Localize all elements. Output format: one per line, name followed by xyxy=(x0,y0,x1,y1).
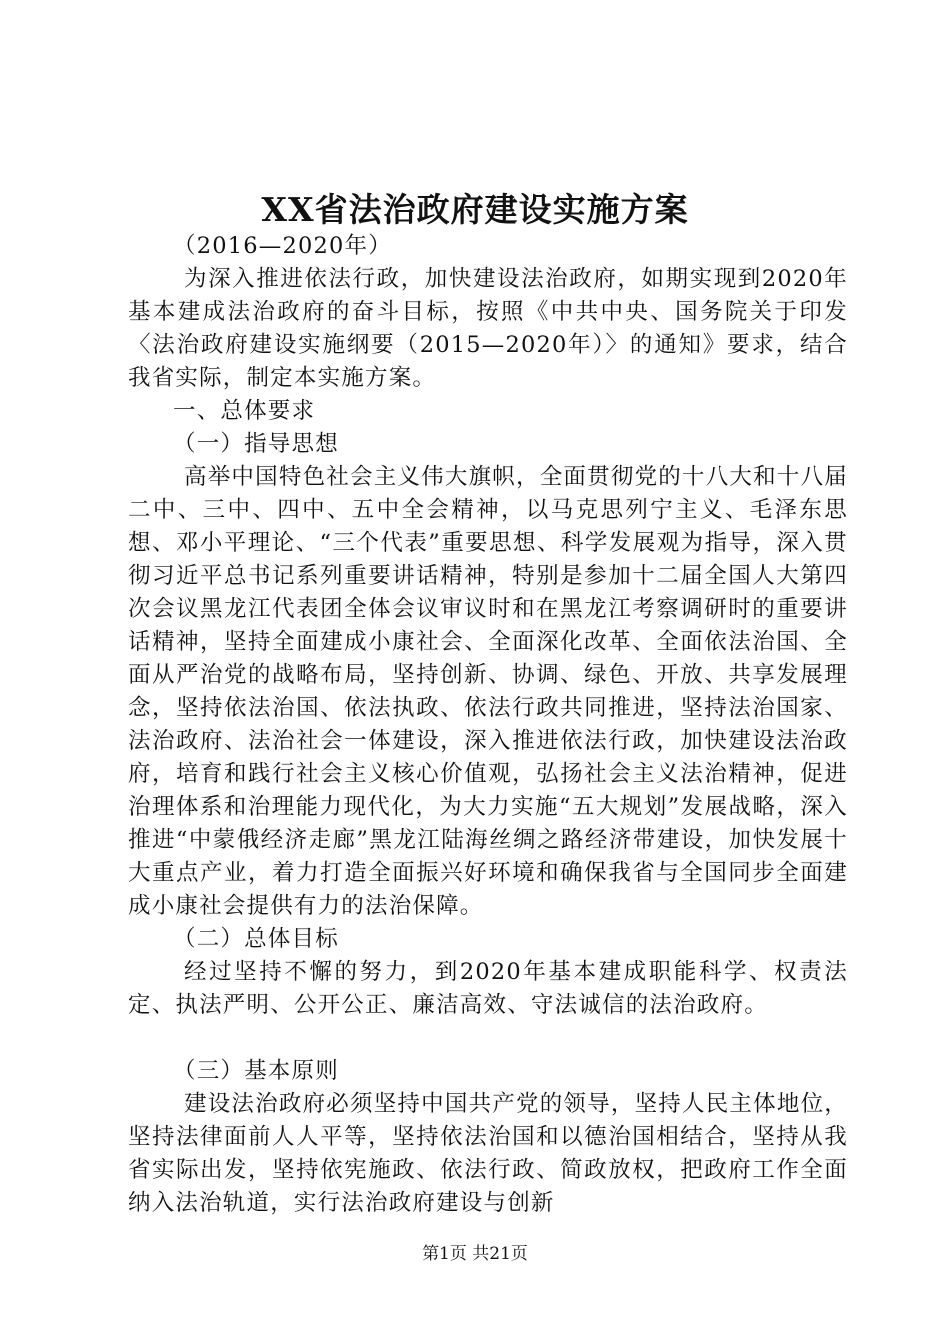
intro-paragraph: 为深入推进依法行政，加快建设法治政府，如期实现到2020年基本建成法治政府的奋斗目标，按照《中共中央、国务院关于印发〈法治政府建设实施纲要（2015—2020年）〉的通知》要求，结合我省实际，制定本实施方案。 xyxy=(128,266,848,391)
subsection-heading-guiding-ideology: （一）指导思想 xyxy=(173,431,339,457)
section-heading-general-requirements: 一、总体要求 xyxy=(173,398,316,424)
subsection-heading-overall-goal: （二）总体目标 xyxy=(173,926,339,952)
document-title: XX省法治政府建设实施方案 xyxy=(261,190,689,229)
overall-goal-paragraph: 经过坚持不懈的努力，到2020年基本建成职能科学、权责法定、执法严明、公开公正、廉洁高效、守法诚信的法治政府。 xyxy=(128,959,848,1018)
subsection-heading-basic-principles: （三）基本原则 xyxy=(173,1058,339,1084)
date-range-subtitle: （2016—2020年） xyxy=(173,233,392,259)
page-number-footer: 第1页 共21页 xyxy=(422,1244,528,1264)
paragraph-spacer xyxy=(128,1022,848,1055)
basic-principles-paragraph: 建设法治政府必须坚持中国共产党的领导，坚持人民主体地位，坚持法律面前人人平等，坚持依法治国和以德治国相结合，坚持从我省实际出发，坚持依宪施政、依法行政、简政放权，把政府工作全面纳入法治轨道，实行法治政府建设与创新 xyxy=(128,1091,848,1216)
document-body xyxy=(128,230,848,1220)
guiding-ideology-paragraph: 高举中国特色社会主义伟大旗帜，全面贯彻党的十八大和十八届二中、三中、四中、五中全会精神，以马克思列宁主义、毛泽东思想、邓小平理论、“三个代表”重要思想、科学发展观为指导，深入贯彻习近平总书记系列重要讲话精神，特别是参加十二届全国人大第四次会议黑龙江代表团全体会议审议时和在黑龙江考察调研时的重要讲话精神，坚持全面建成小康社会、全面深化改革、全面依法治国、全面从严治党的战略布局，坚持创新、协调、绿色、开放、共享发展理念，坚持依法治国、依法执政、依法行政共同推进，坚持法治国家、法治政府、法治社会一体建设，深入推进依法行政，加快建设法治政府，培育和践行社会主义核心价值观，弘扬社会主义法治精神，促进治理体系和治理能力现代化，为大力实施“五大规划”发展战略，深入推进“中蒙俄经济走廊”黑龙江陆海丝绸之路经济带建设，加快发展十大重点产业，着力打造全面振兴好环境和确保我省与全国同步全面建成小康社会提供有力的法治保障。 xyxy=(128,464,848,919)
